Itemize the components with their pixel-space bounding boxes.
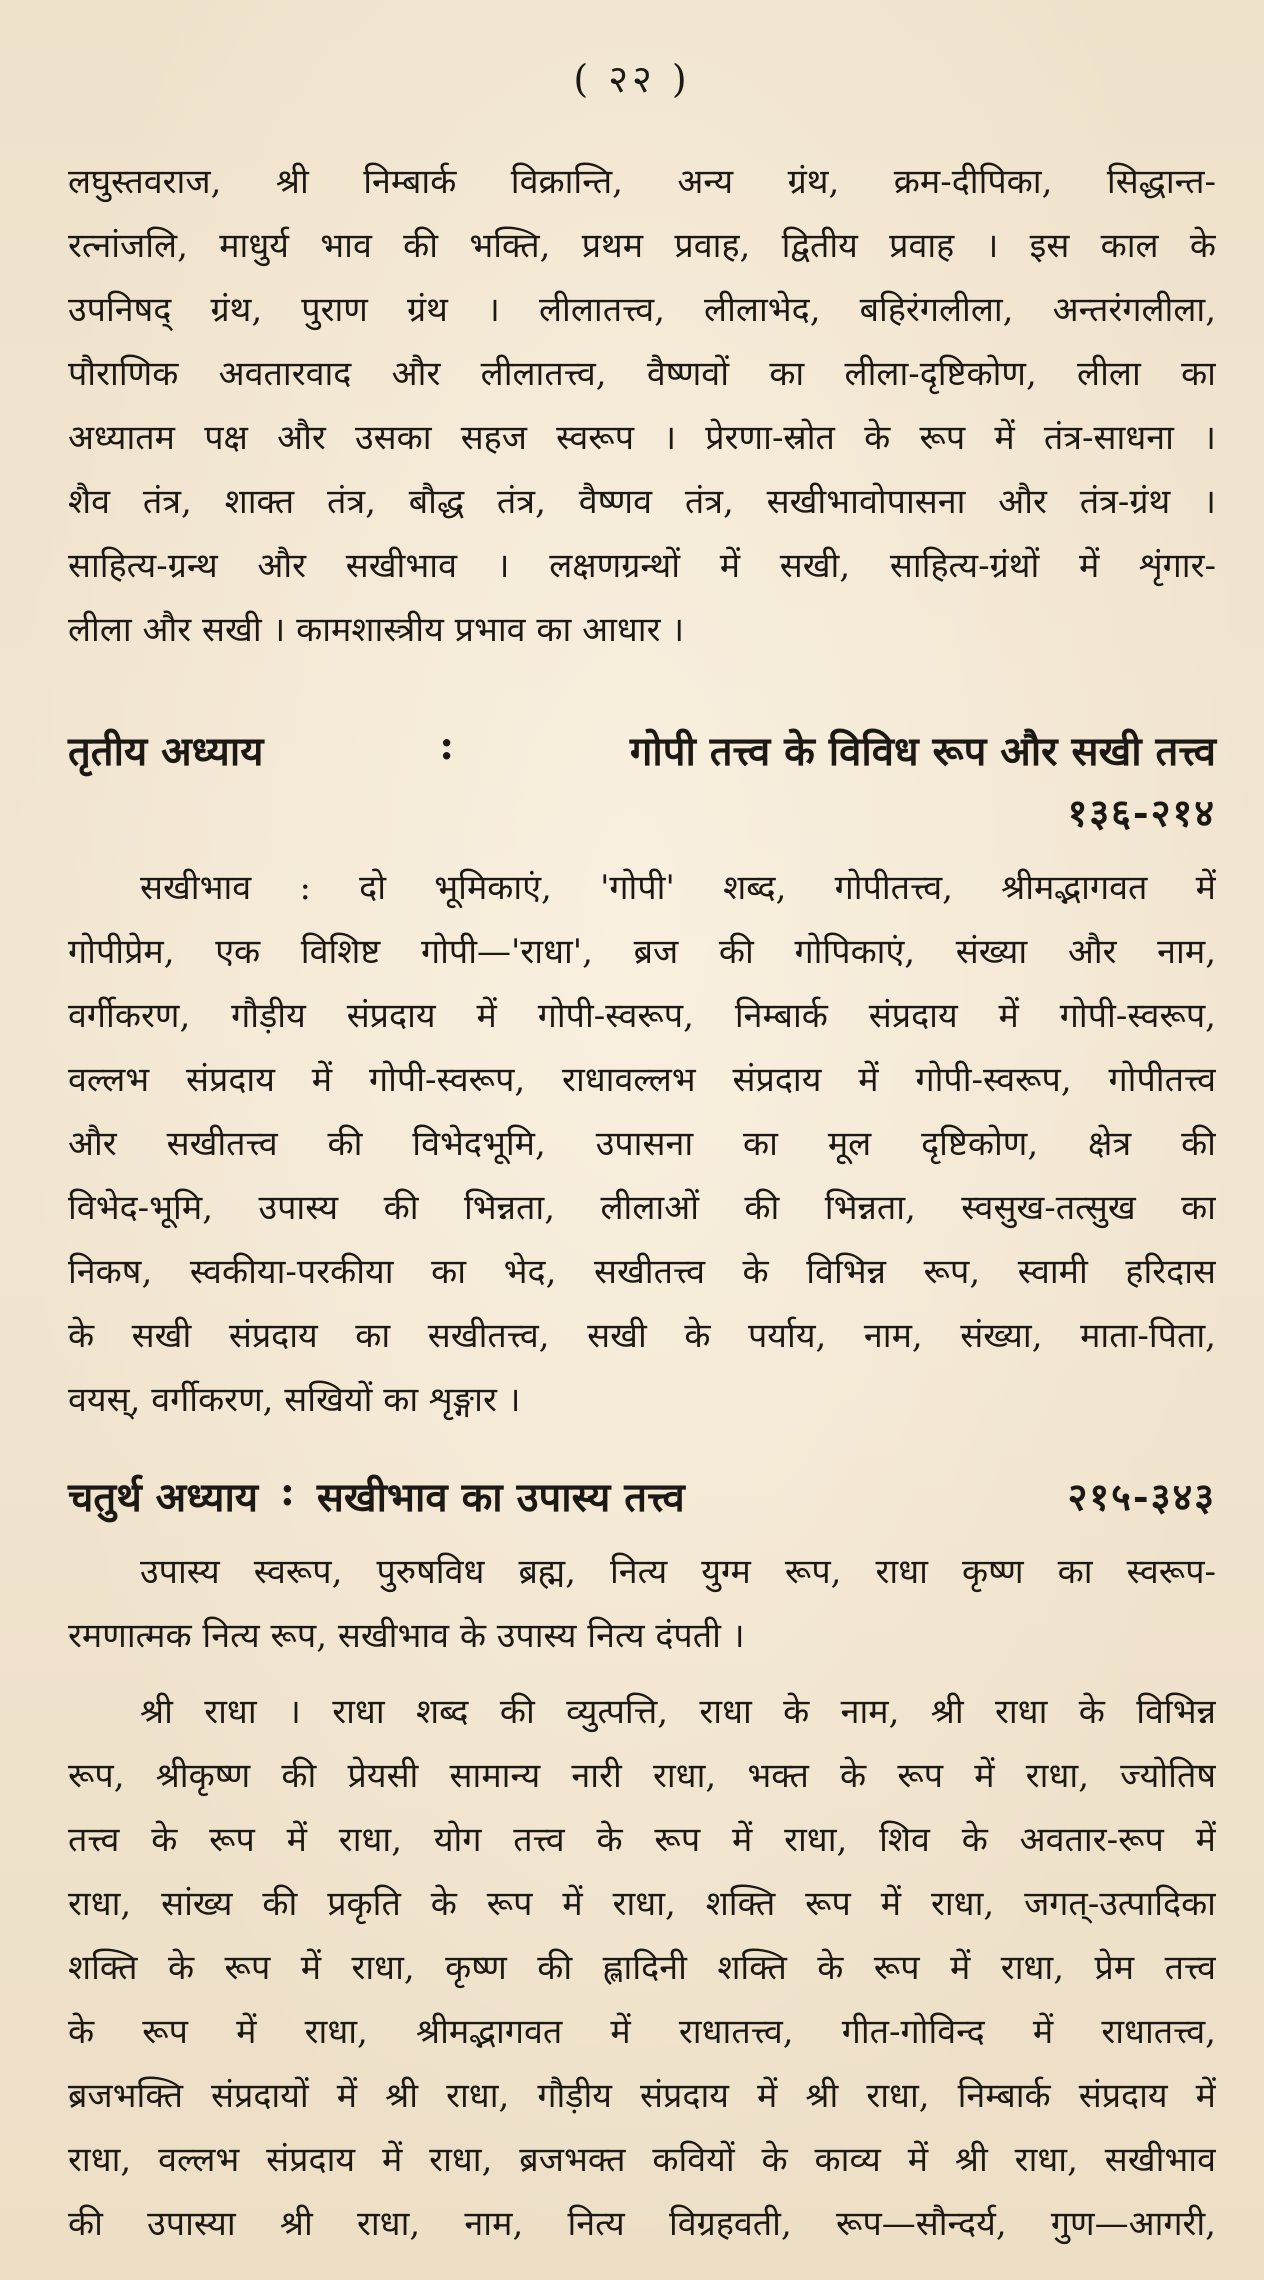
chapter-3-paragraph [68,856,1216,1432]
text-line: शक्ति के रूप में राधा, कृष्ण की ह्लादिनी शक्ति के रूप में राधा, प्रेम तत्त्व [68,1948,1216,1988]
chapter-4-paragraph-2 [68,1680,1216,2256]
text-line: रूप, श्रीकृष्ण की प्रेयसी सामान्य नारी राधा, भक्त के रूप में राधा, ज्योतिष [68,1756,1216,1796]
page-number: ( २२ ) [573,57,691,101]
chapter-4-title: सखीभाव का उपास्य तत्त्व [316,1474,685,1521]
chapter-3-separator: : [439,722,455,769]
chapter-3-page-range: १३६-२१४ [1067,790,1216,835]
text-line: तत्त्व के रूप में राधा, योग तत्त्व के रूप में राधा, शिव के अवतार-रूप में [68,1820,1216,1860]
chapter-4-separator: : [280,1468,295,1515]
chapter-3-title: गोपी तत्त्व के विविध रूप और सखी तत्त्व [629,728,1216,775]
chapter-4-page-range: २१५-३४३ [1067,1474,1216,1519]
text-line: श्री राधा । राधा शब्द की व्युत्पत्ति, राधा के नाम, श्री राधा के विभिन्न [140,1692,1216,1732]
text-line: वर्गीकरण, गौड़ीय संप्रदाय में गोपी-स्वरूप, निम्बार्क संप्रदाय में गोपी-स्वरूप, [68,996,1216,1036]
text-line: वल्लभ संप्रदाय में गोपी-स्वरूप, राधावल्लभ संप्रदाय में गोपी-स्वरूप, गोपीतत्त्व [68,1060,1216,1100]
chapter-4-paragraph-1 [68,1540,1216,1668]
intro-paragraph [68,150,1216,662]
text-line: लीला और सखी । कामशास्त्रीय प्रभाव का आधार । [68,610,685,650]
text-line: विभेद-भूमि, उपास्य की भिन्नता, लीलाओं की भिन्नता, स्वसुख-तत्सुख का [68,1188,1216,1228]
text-line: साहित्य-ग्रन्थ और सखीभाव । लक्षणग्रन्थों में सखी, साहित्य-ग्रंथों में शृंगार- [68,546,1216,586]
text-line: और सखीतत्त्व की विभेदभूमि, उपासना का मूल दृष्टिकोण, क्षेत्र की [68,1124,1216,1164]
text-line: शैव तंत्र, शाक्त तंत्र, बौद्ध तंत्र, वैष्णव तंत्र, सखीभावोपासना और तंत्र-ग्रंथ । [68,482,1216,522]
chapter-3-heading [68,722,1216,777]
text-line: राधा, वल्लभ संप्रदाय में राधा, ब्रजभक्त कवियों के काव्य में श्री राधा, सखीभाव [68,2140,1216,2180]
chapter-4-label: चतुर्थ अध्याय [68,1474,259,1521]
chapter-3-label: तृतीय अध्याय [68,728,264,775]
text-line: ब्रजभक्ति संप्रदायों में श्री राधा, गौड़ीय संप्रदाय में श्री राधा, निम्बार्क संप्रदाय में [68,2076,1216,2116]
text-line: पौराणिक अवतारवाद और लीलातत्त्व, वैष्णवों का लीला-दृष्टिकोण, लीला का [68,354,1216,394]
text-line: राधा, सांख्य की प्रकृति के रूप में राधा, शक्ति रूप में राधा, जगत्-उत्पादिका [68,1884,1216,1924]
text-line: के रूप में राधा, श्रीमद्भागवत में राधातत्त्व, गीत-गोविन्द में राधातत्त्व, [68,2012,1216,2052]
text-line: सखीभाव : दो भूमिकाएं, 'गोपी' शब्द, गोपीतत्त्व, श्रीमद्भागवत में [140,868,1216,908]
text-line: निकष, स्वकीया-परकीया का भेद, सखीतत्त्व के विभिन्न रूप, स्वामी हरिदास [68,1252,1216,1292]
text-line: लघुस्तवराज, श्री निम्बार्क विक्रान्ति, अन्य ग्रंथ, क्रम-दीपिका, सिद्धान्त- [68,162,1216,202]
text-line: गोपीप्रेम, एक विशिष्ट गोपी—'राधा', ब्रज की गोपिकाएं, संख्या और नाम, [68,932,1216,972]
text-line: उपनिषद् ग्रंथ, पुराण ग्रंथ । लीलातत्त्व, लीलाभेद, बहिरंगलीला, अन्तरंगलीला, [68,290,1216,330]
text-line: रमणात्मक नित्य रूप, सखीभाव के उपास्य नित्य दंपती । [68,1616,745,1656]
text-line: वयस्, वर्गीकरण, सखियों का शृङ्गार । [68,1380,521,1420]
text-line: के सखी संप्रदाय का सखीतत्त्व, सखी के पर्याय, नाम, संख्या, माता-पिता, [68,1316,1216,1356]
text-line: अध्यातम पक्ष और उसका सहज स्वरूप । प्रेरणा-स्रोत के रूप में तंत्र-साधना । [68,418,1216,458]
text-line: की उपास्या श्री राधा, नाम, नित्य विग्रहवती, रूप—सौन्दर्य, गुण—आगरी, [68,2204,1216,2244]
text-line: रत्नांजलि, माधुर्य भाव की भक्ति, प्रथम प्रवाह, द्वितीय प्रवाह । इस काल के [68,226,1216,266]
chapter-4-heading [68,1468,685,1523]
text-line: उपास्य स्वरूप, पुरुषविध ब्रह्म, नित्य युग्म रूप, राधा कृष्ण का स्वरूप- [140,1552,1216,1592]
